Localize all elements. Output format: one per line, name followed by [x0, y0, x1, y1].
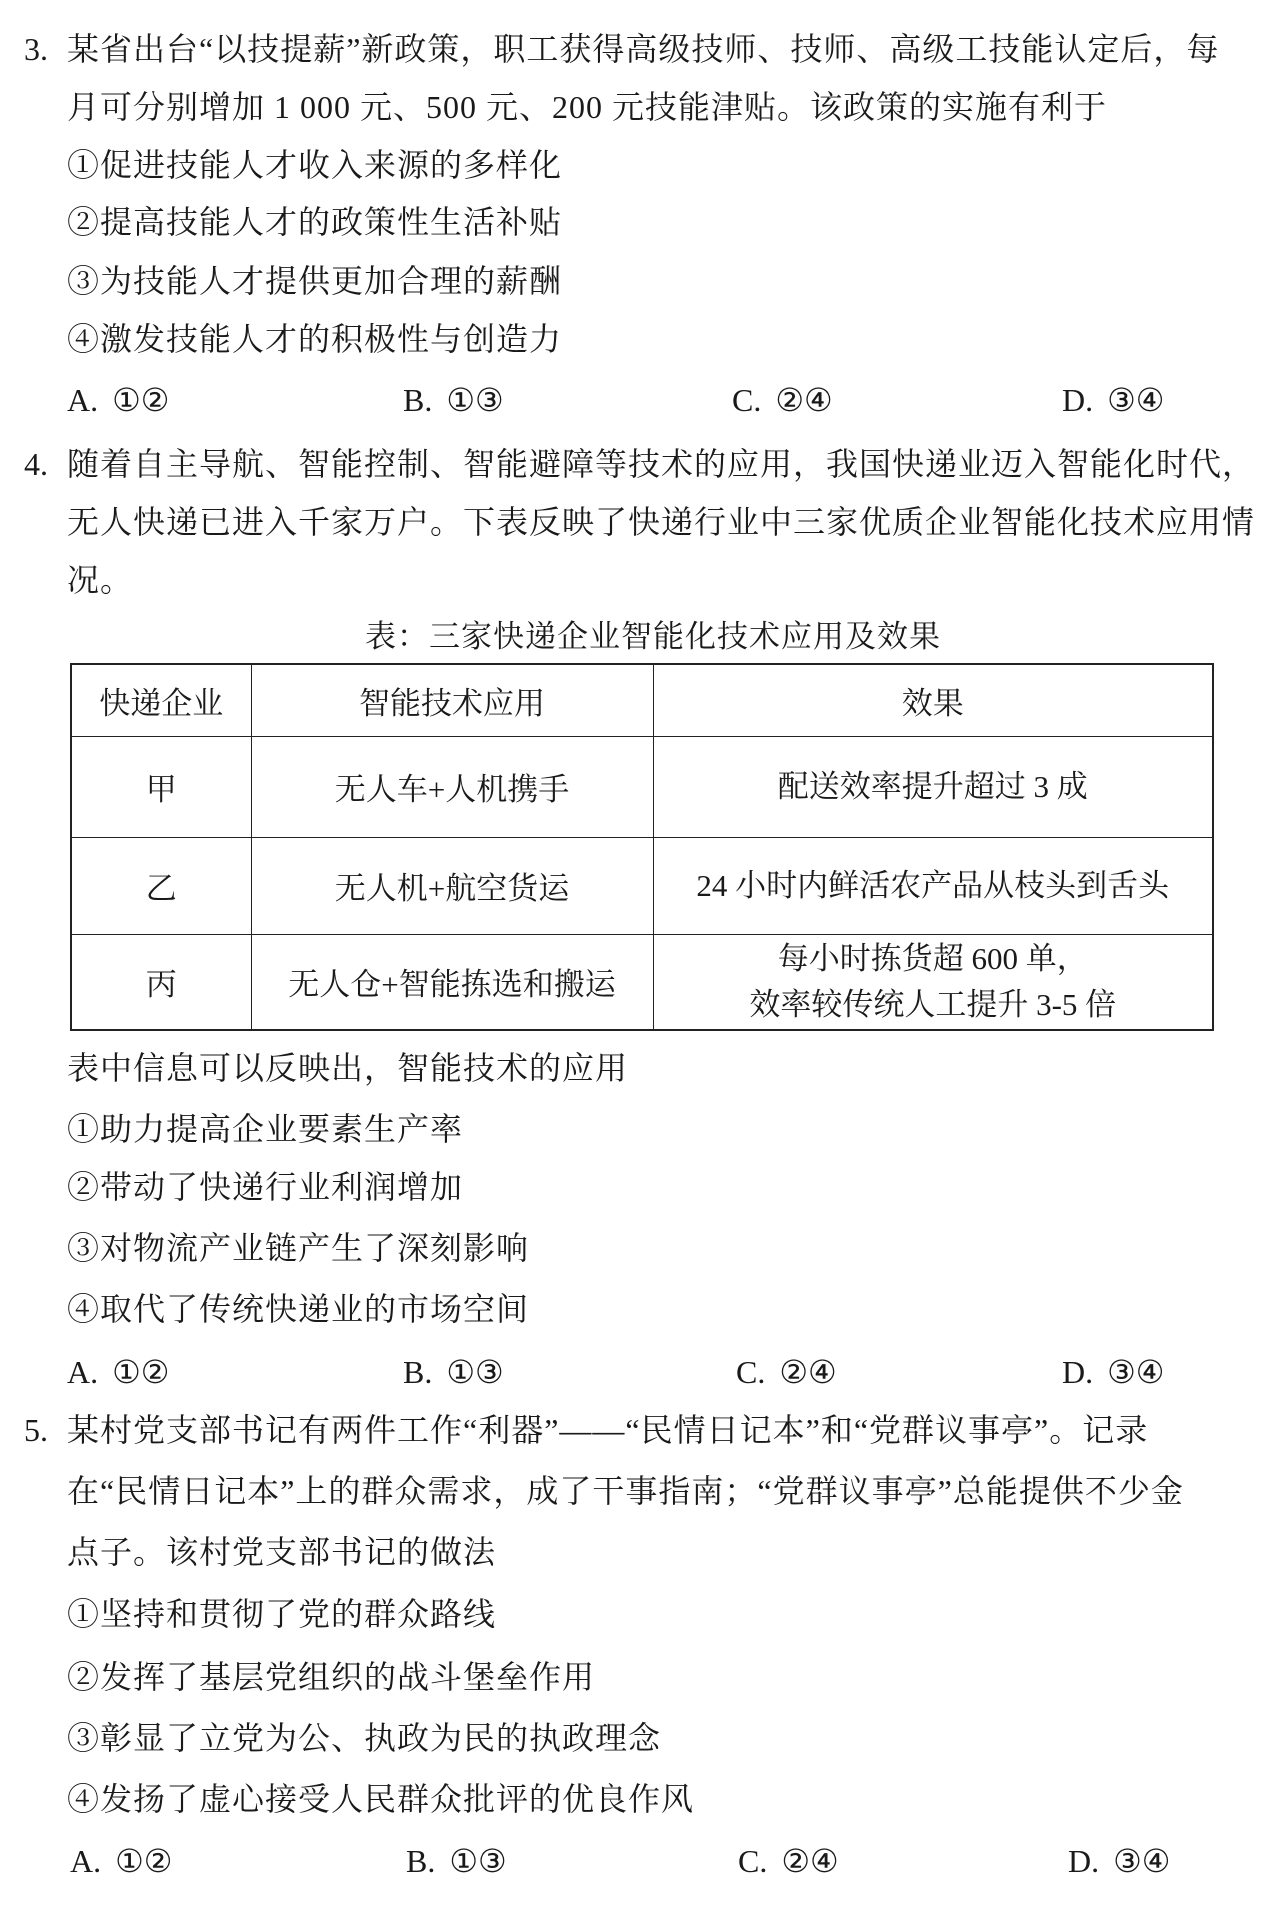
option-c [736, 1352, 837, 1392]
option-letter: D. [1062, 1354, 1094, 1390]
option-letter: C. [738, 1843, 768, 1879]
column-header-company: 快递企业 [71, 664, 251, 736]
option-choice: ①③ [446, 1354, 504, 1390]
option-letter: A. [67, 1354, 99, 1390]
company-cell: 乙 [71, 837, 251, 934]
option-choice: ②④ [775, 382, 833, 418]
option-b [406, 1841, 507, 1881]
option-a [70, 1841, 172, 1881]
option-letter: B. [403, 382, 433, 418]
option-choice: ③④ [1107, 382, 1165, 418]
option-letter: A. [67, 382, 99, 418]
stem-line: 某村党支部书记有两件工作“利器”——“民情日记本”和“党群议事亭”。记录 [67, 1412, 1149, 1448]
stem-line: 某省出台“以技提薪”新政策，职工获得高级技师、技师、高级工技能认定后，每 [67, 31, 1220, 67]
option-letter: C. [732, 382, 762, 418]
table-row [71, 736, 1213, 837]
option-choice: ①③ [446, 382, 504, 418]
effect-line: 效率较传统人工提升 3-5 倍 [749, 986, 1117, 1022]
question-number: 4. [24, 446, 48, 482]
statement-2: ②发挥了基层党组织的战斗堡垒作用 [67, 1659, 596, 1695]
effect-line: 24 小时内鲜活农产品从枝头到舌头 [696, 867, 1170, 903]
option-b [403, 380, 504, 420]
statement-2: ②提高技能人才的政策性生活补贴 [67, 204, 563, 240]
option-choice: ①② [115, 1843, 173, 1879]
option-c [738, 1841, 839, 1881]
option-a [67, 1352, 169, 1392]
data-table [70, 663, 1214, 1031]
answer-options [0, 1841, 1280, 1881]
stem-line: 月可分别增加 1 000 元、500 元、200 元技能津贴。该政策的实施有利于 [67, 89, 1108, 125]
stem-line: 随着自主导航、智能控制、智能避障等技术的应用，我国快递业迈入智能化时代， [67, 446, 1256, 482]
statement-3: ③对物流产业链产生了深刻影响 [67, 1230, 530, 1266]
effect-cell [653, 736, 1213, 837]
statement-4: ④发扬了虚心接受人民群众批评的优良作风 [67, 1781, 695, 1817]
statement-3: ③为技能人才提供更加合理的薪酬 [67, 263, 563, 299]
question-number: 5. [24, 1412, 48, 1448]
option-c [732, 380, 833, 420]
company-cell: 丙 [71, 934, 251, 1030]
answer-options [0, 380, 1280, 420]
option-choice: ③④ [1113, 1843, 1171, 1879]
stem-line: 况。 [67, 562, 134, 598]
option-d [1062, 380, 1164, 420]
statement-3: ③彰显了立党为公、执政为民的执政理念 [67, 1720, 662, 1756]
option-b [403, 1352, 504, 1392]
stem-line: 在“民情日记本”上的群众需求，成了干事指南；“党群议事亭”总能提供不少金 [67, 1473, 1184, 1509]
option-d [1068, 1841, 1170, 1881]
statement-4: ④取代了传统快递业的市场空间 [67, 1291, 530, 1327]
table-caption: 表：三家快递企业智能化技术应用及效果 [365, 619, 941, 654]
effect-cell [653, 934, 1213, 1030]
table-row [71, 837, 1213, 934]
option-choice: ①③ [449, 1843, 507, 1879]
option-letter: B. [403, 1354, 433, 1390]
option-choice: ①② [112, 1354, 170, 1390]
effect-line: 每小时拣货超 600 单， [777, 940, 1088, 976]
statement-4: ④激发技能人才的积极性与创造力 [67, 321, 563, 357]
option-choice: ②④ [781, 1843, 839, 1879]
option-letter: C. [736, 1354, 766, 1390]
stem-line: 无人快递已进入千家万户。下表反映了快递行业中三家优质企业智能化技术应用情 [67, 504, 1256, 540]
table-header-row [71, 664, 1213, 736]
statement-1: ①促进技能人才收入来源的多样化 [67, 147, 563, 183]
option-letter: D. [1062, 382, 1094, 418]
answer-options [0, 1352, 1280, 1392]
option-a [67, 380, 169, 420]
lead-in: 表中信息可以反映出，智能技术的应用 [67, 1050, 629, 1086]
option-d [1062, 1352, 1164, 1392]
column-header-tech: 智能技术应用 [251, 664, 653, 736]
option-choice: ①② [112, 382, 170, 418]
option-letter: A. [70, 1843, 102, 1879]
tech-cell: 无人车+人机携手 [251, 736, 653, 837]
tech-cell: 无人机+航空货运 [251, 837, 653, 934]
effect-cell [653, 837, 1213, 934]
company-cell: 甲 [71, 736, 251, 837]
option-letter: D. [1068, 1843, 1100, 1879]
statement-1: ①坚持和贯彻了党的群众路线 [67, 1596, 497, 1632]
option-letter: B. [406, 1843, 436, 1879]
table-row [71, 934, 1213, 1030]
option-choice: ③④ [1107, 1354, 1165, 1390]
stem-line: 点子。该村党支部书记的做法 [67, 1534, 497, 1570]
question-number: 3. [24, 31, 48, 67]
column-header-effect: 效果 [653, 664, 1213, 736]
option-choice: ②④ [779, 1354, 837, 1390]
tech-cell: 无人仓+智能拣选和搬运 [251, 934, 653, 1030]
statement-1: ①助力提高企业要素生产率 [67, 1111, 464, 1147]
statement-2: ②带动了快递行业利润增加 [67, 1169, 464, 1205]
effect-line: 配送效率提升超过 3 成 [777, 768, 1088, 804]
